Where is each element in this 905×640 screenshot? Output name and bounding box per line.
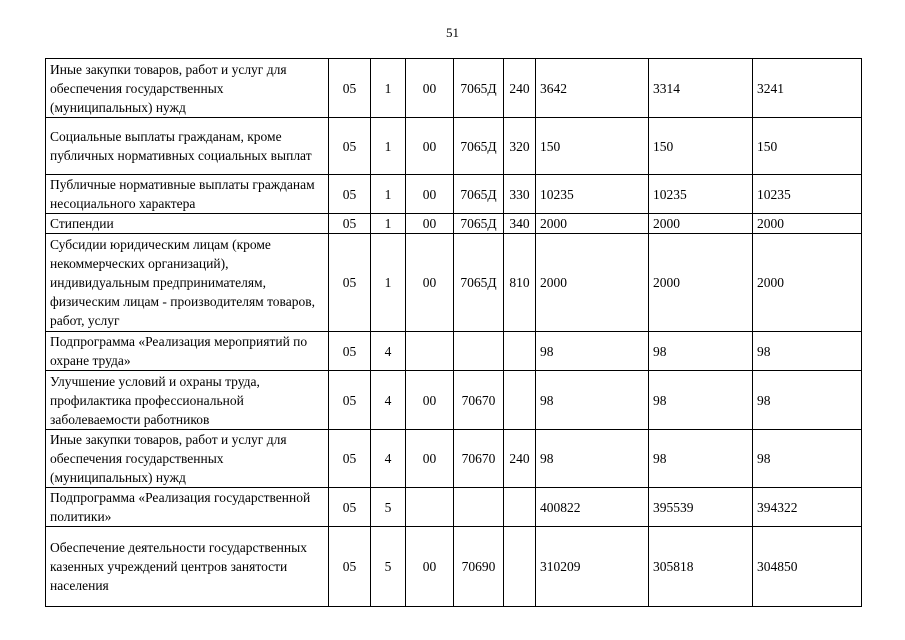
amount-year1-cell: 150 (536, 118, 649, 175)
program-code-cell (406, 488, 454, 527)
subsection-code-cell: 1 (371, 118, 406, 175)
row-name-cell: Подпрограмма «Реализация государственной политики» (46, 488, 329, 527)
subsection-code-cell: 4 (371, 371, 406, 430)
table-row (46, 332, 862, 371)
row-name-cell: Обеспечение деятельности государственных казенных учреждений центров занятости населения (46, 527, 329, 607)
amount-year3-cell: 2000 (753, 234, 862, 332)
amount-year3-cell: 2000 (753, 214, 862, 234)
table-row (46, 59, 862, 118)
budget-table (45, 58, 862, 607)
amount-year1-cell: 2000 (536, 234, 649, 332)
article-code-cell (454, 332, 504, 371)
article-code-cell: 70690 (454, 527, 504, 607)
program-code-cell: 00 (406, 214, 454, 234)
amount-year1-cell: 310209 (536, 527, 649, 607)
expense-type-cell (504, 488, 536, 527)
section-code-cell: 05 (329, 488, 371, 527)
expense-type-cell: 330 (504, 175, 536, 214)
amount-year2-cell: 3314 (649, 59, 753, 118)
subsection-code-cell: 1 (371, 234, 406, 332)
amount-year1-cell: 400822 (536, 488, 649, 527)
table-body (46, 59, 862, 607)
subsection-code-cell: 4 (371, 430, 406, 488)
article-code-cell: 7065Д (454, 234, 504, 332)
row-name-cell: Иные закупки товаров, работ и услуг для обеспечения государственных (муниципальных) нужд (46, 59, 329, 118)
amount-year2-cell: 305818 (649, 527, 753, 607)
program-code-cell: 00 (406, 118, 454, 175)
amount-year3-cell: 150 (753, 118, 862, 175)
row-name-cell: Субсидии юридическим лицам (кроме некоммерческих организаций), индивидуальным предпринимателям, физическим лицам - производителям товаров, работ, услуг (46, 234, 329, 332)
subsection-code-cell: 5 (371, 527, 406, 607)
article-code-cell: 7065Д (454, 175, 504, 214)
subsection-code-cell: 1 (371, 59, 406, 118)
program-code-cell: 00 (406, 234, 454, 332)
section-code-cell: 05 (329, 527, 371, 607)
table-row (46, 430, 862, 488)
subsection-code-cell: 1 (371, 214, 406, 234)
amount-year1-cell: 98 (536, 332, 649, 371)
program-code-cell: 00 (406, 59, 454, 118)
expense-type-cell: 320 (504, 118, 536, 175)
expense-type-cell: 240 (504, 430, 536, 488)
article-code-cell: 7065Д (454, 59, 504, 118)
table-row (46, 527, 862, 607)
row-name-cell: Подпрограмма «Реализация мероприятий по охране труда» (46, 332, 329, 371)
amount-year3-cell: 304850 (753, 527, 862, 607)
table-row (46, 214, 862, 234)
section-code-cell: 05 (329, 214, 371, 234)
expense-type-cell (504, 332, 536, 371)
program-code-cell (406, 332, 454, 371)
amount-year3-cell: 3241 (753, 59, 862, 118)
table-row (46, 371, 862, 430)
article-code-cell: 70670 (454, 371, 504, 430)
subsection-code-cell: 4 (371, 332, 406, 371)
section-code-cell: 05 (329, 175, 371, 214)
expense-type-cell: 810 (504, 234, 536, 332)
amount-year2-cell: 395539 (649, 488, 753, 527)
amount-year1-cell: 3642 (536, 59, 649, 118)
row-name-cell: Стипендии (46, 214, 329, 234)
amount-year3-cell: 98 (753, 430, 862, 488)
row-name-cell: Иные закупки товаров, работ и услуг для обеспечения государственных (муниципальных) нужд (46, 430, 329, 488)
amount-year2-cell: 98 (649, 430, 753, 488)
amount-year2-cell: 2000 (649, 234, 753, 332)
section-code-cell: 05 (329, 371, 371, 430)
row-name-cell: Публичные нормативные выплаты гражданам несоциального характера (46, 175, 329, 214)
row-name-cell: Социальные выплаты гражданам, кроме публичных нормативных социальных выплат (46, 118, 329, 175)
amount-year2-cell: 10235 (649, 175, 753, 214)
article-code-cell: 70670 (454, 430, 504, 488)
expense-type-cell (504, 527, 536, 607)
article-code-cell: 7065Д (454, 214, 504, 234)
section-code-cell: 05 (329, 118, 371, 175)
amount-year3-cell: 98 (753, 371, 862, 430)
article-code-cell: 7065Д (454, 118, 504, 175)
expense-type-cell: 340 (504, 214, 536, 234)
expense-type-cell: 240 (504, 59, 536, 118)
program-code-cell: 00 (406, 175, 454, 214)
amount-year1-cell: 98 (536, 430, 649, 488)
amount-year2-cell: 98 (649, 371, 753, 430)
subsection-code-cell: 5 (371, 488, 406, 527)
table-row (46, 488, 862, 527)
section-code-cell: 05 (329, 59, 371, 118)
amount-year3-cell: 10235 (753, 175, 862, 214)
amount-year2-cell: 98 (649, 332, 753, 371)
program-code-cell: 00 (406, 430, 454, 488)
amount-year3-cell: 98 (753, 332, 862, 371)
article-code-cell (454, 488, 504, 527)
amount-year1-cell: 10235 (536, 175, 649, 214)
section-code-cell: 05 (329, 332, 371, 371)
row-name-cell: Улучшение условий и охраны труда, профилактика профессиональной заболеваемости работников (46, 371, 329, 430)
amount-year2-cell: 150 (649, 118, 753, 175)
section-code-cell: 05 (329, 234, 371, 332)
amount-year1-cell: 2000 (536, 214, 649, 234)
table-row (46, 234, 862, 332)
table-row (46, 175, 862, 214)
subsection-code-cell: 1 (371, 175, 406, 214)
amount-year2-cell: 2000 (649, 214, 753, 234)
program-code-cell: 00 (406, 371, 454, 430)
amount-year3-cell: 394322 (753, 488, 862, 527)
expense-type-cell (504, 371, 536, 430)
amount-year1-cell: 98 (536, 371, 649, 430)
page-number: 51 (446, 25, 459, 40)
section-code-cell: 05 (329, 430, 371, 488)
program-code-cell: 00 (406, 527, 454, 607)
table-row (46, 118, 862, 175)
